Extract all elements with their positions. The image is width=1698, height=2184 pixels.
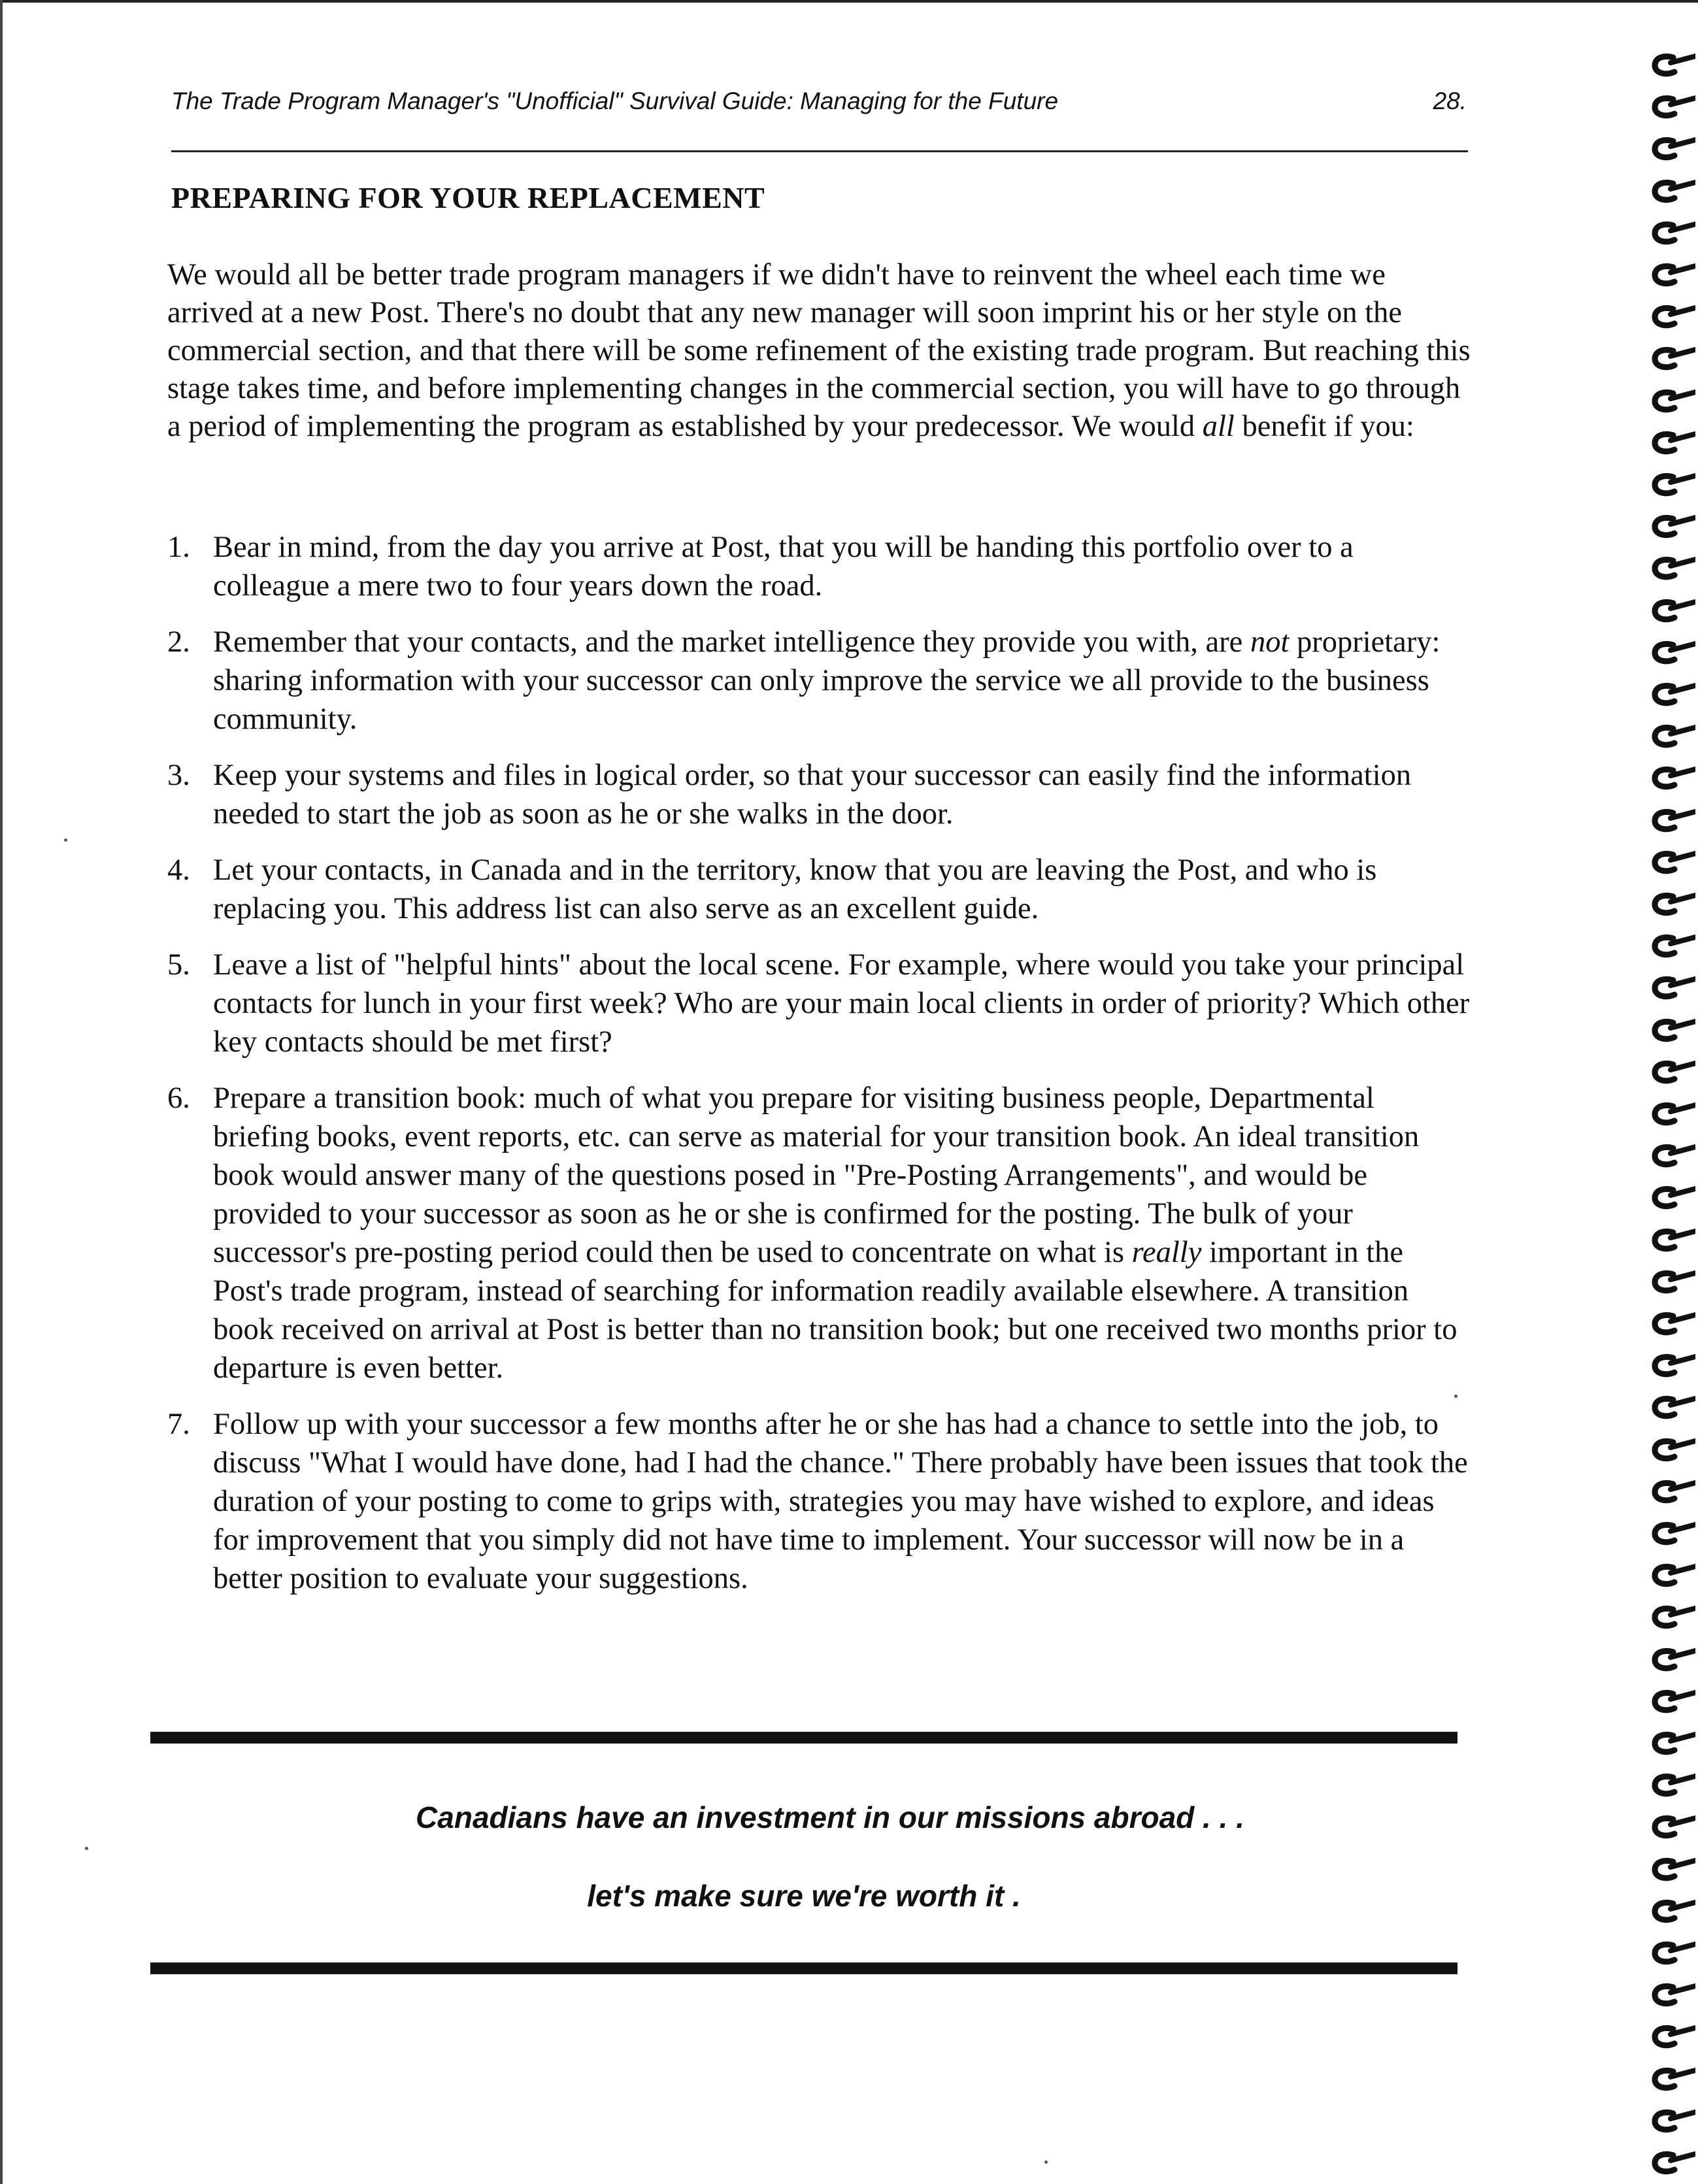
list-item bbox=[167, 528, 1474, 605]
list-item bbox=[167, 851, 1474, 928]
binding-ring-icon bbox=[1651, 933, 1695, 961]
binding-ring-icon bbox=[1651, 2024, 1695, 2051]
intro-emphasis: all bbox=[1202, 410, 1235, 443]
binding-ring-icon bbox=[1651, 1857, 1695, 1884]
binding-ring-icon bbox=[1651, 2108, 1695, 2136]
binding-ring-icon bbox=[1651, 1059, 1695, 1087]
item-number: 7. bbox=[167, 1408, 190, 1441]
page-edge-left bbox=[0, 0, 7, 2184]
intro-text-end: benefit if you: bbox=[1234, 410, 1414, 443]
motto-line-1: Canadians have an investment in our missions abroad . . . bbox=[416, 1800, 1244, 1834]
scan-speck bbox=[85, 1847, 88, 1850]
binding-ring-icon bbox=[1651, 178, 1695, 206]
binding-ring-icon bbox=[1651, 765, 1695, 793]
binding-ring-icon bbox=[1651, 1185, 1695, 1212]
binding-ring-icon bbox=[1651, 1353, 1695, 1380]
binding-ring-icon bbox=[1651, 850, 1695, 877]
item-text-end: proprietary: sharing information with your successor can only improve the service we all provide to the business community. bbox=[213, 625, 1440, 736]
binding-ring-icon bbox=[1651, 1143, 1695, 1170]
item-text: Leave a list of "helpful hints" about the local scene. For example, where would you take your principal contacts for lunch in your first week? Who are your main local clients in order of priority? Which other key contacts should be met first? bbox=[213, 948, 1470, 1059]
binding-ring-icon bbox=[1651, 136, 1695, 163]
item-text-start: Remember that your contacts, and the market intelligence they provide you with, are bbox=[213, 625, 1250, 659]
motto-line-2: let's make sure we're worth it . bbox=[587, 1879, 1021, 1913]
list-item bbox=[167, 946, 1474, 1061]
page-edge-top bbox=[3, 0, 1698, 9]
binding-ring-icon bbox=[1651, 808, 1695, 835]
binding-ring-icon bbox=[1651, 1227, 1695, 1255]
binding-ring-icon bbox=[1651, 723, 1695, 751]
intro-paragraph bbox=[167, 256, 1472, 446]
binding-ring-icon bbox=[1651, 1647, 1695, 1674]
binding-ring-icon bbox=[1651, 1604, 1695, 1632]
binding-ring-icon bbox=[1651, 472, 1695, 499]
binding-ring-icon bbox=[1651, 1772, 1695, 1800]
recommendation-list bbox=[167, 528, 1474, 1615]
binding-ring-icon bbox=[1651, 1311, 1695, 1338]
binding-ring-icon bbox=[1651, 1898, 1695, 1926]
binding-ring-icon bbox=[1651, 1940, 1695, 1968]
binding-ring-icon bbox=[1651, 1395, 1695, 1422]
running-header bbox=[171, 84, 1467, 123]
item-text: Let your contacts, in Canada and in the territory, know that you are leaving the Post, and who is replacing you. This address list can also serve as an excellent guide. bbox=[213, 853, 1377, 925]
scan-speck bbox=[1454, 1395, 1457, 1398]
binding-ring-icon bbox=[1651, 1563, 1695, 1590]
binding-ring-icon bbox=[1651, 430, 1695, 457]
item-emphasis: really bbox=[1131, 1236, 1202, 1269]
binding-ring-icon bbox=[1651, 1521, 1695, 1548]
binding-ring-icon bbox=[1651, 682, 1695, 709]
binding-ring-icon bbox=[1651, 1101, 1695, 1129]
list-item bbox=[167, 1405, 1474, 1598]
binding-ring-icon bbox=[1651, 262, 1695, 290]
binding-ring-icon bbox=[1651, 388, 1695, 416]
binding-ring-icon bbox=[1651, 1730, 1695, 1758]
item-text-start: Prepare a transition book: much of what you prepare for visiting business people, Departmental briefing books, event reports, etc. can serve as material for your transition book. An ideal transition book would answer many of the questions posed in "Pre-Posting Arrangements", and would be provided to your successor as soon as he or she is confirmed for the posting. The bulk of your successor's pre-posting period could then be used to concentrate on what is bbox=[213, 1082, 1420, 1269]
header-rule bbox=[171, 150, 1468, 152]
item-text: Follow up with your successor a few months after he or she has had a chance to settle into the job, to discuss "What I would have done, had I had the chance." There probably have been issues that took the duration of your posting to come to grips with, strategies you may have wished to explore, and ideas for improvement that you simply did not have time to implement. Your successor will now be in a better position to evaluate your suggestions. bbox=[213, 1408, 1468, 1595]
item-number: 4. bbox=[167, 853, 190, 887]
binding-ring-icon bbox=[1651, 598, 1695, 625]
section-heading: PREPARING FOR YOUR REPLACEMENT bbox=[171, 181, 765, 214]
binding-ring-icon bbox=[1651, 1437, 1695, 1464]
binding-ring-icon bbox=[1651, 1018, 1695, 1045]
binding-ring-icon bbox=[1651, 891, 1695, 919]
scan-speck bbox=[1044, 2160, 1048, 2164]
header-title: The Trade Program Manager's "Unofficial" Survival Guide: Managing for the Future bbox=[171, 88, 1059, 114]
spiral-binding bbox=[1639, 52, 1698, 2184]
binding-ring-icon bbox=[1651, 52, 1695, 80]
binding-ring-icon bbox=[1651, 304, 1695, 331]
binding-ring-icon bbox=[1651, 514, 1695, 541]
binding-ring-icon bbox=[1651, 975, 1695, 1002]
motto-rule-top bbox=[150, 1732, 1457, 1744]
binding-ring-icon bbox=[1651, 1982, 1695, 2010]
binding-ring-icon bbox=[1651, 94, 1695, 122]
binding-ring-icon bbox=[1651, 1689, 1695, 1716]
item-text-end: important in the Post's trade program, instead of searching for information readily available elsewhere. A transition book received on arrival at Post is better than no transition book; but one received two months prior to departure is even better. bbox=[213, 1236, 1457, 1385]
binding-ring-icon bbox=[1651, 640, 1695, 667]
list-item bbox=[167, 1079, 1474, 1387]
binding-ring-icon bbox=[1651, 2066, 1695, 2094]
item-emphasis: not bbox=[1250, 625, 1290, 659]
item-text: Keep your systems and files in logical order, so that your successor can easily find the information needed to start the job as soon as he or she walks in the door. bbox=[213, 759, 1412, 831]
item-number: 3. bbox=[167, 759, 190, 792]
item-number: 6. bbox=[167, 1082, 190, 1115]
item-number: 2. bbox=[167, 625, 190, 659]
binding-ring-icon bbox=[1651, 1479, 1695, 1506]
binding-ring-icon bbox=[1651, 1269, 1695, 1297]
motto-rule-bottom bbox=[150, 1962, 1457, 1974]
binding-ring-icon bbox=[1651, 1814, 1695, 1842]
list-item bbox=[167, 623, 1474, 738]
scan-speck bbox=[64, 838, 67, 842]
item-number: 1. bbox=[167, 531, 190, 564]
intro-text-start: We would all be better trade program managers if we didn't have to reinvent the wheel each time we arrived at a new Post. There's no doubt that any new manager will soon imprint his or her style on the commercial section, and that there will be some refinement of the existing trade program. But reaching this stage takes time, and before implementing changes in the commercial section, you will have to go through a period of implementing the program as established by your predecessor. We would bbox=[167, 258, 1471, 443]
item-text: Bear in mind, from the day you arrive at Post, that you will be handing this portfolio over to a colleague a mere two to four years down the road. bbox=[213, 531, 1354, 603]
list-item bbox=[167, 756, 1474, 833]
item-number: 5. bbox=[167, 948, 190, 982]
page-number: 28. bbox=[1433, 88, 1467, 114]
binding-ring-icon bbox=[1651, 555, 1695, 583]
binding-ring-icon bbox=[1651, 220, 1695, 248]
binding-ring-icon bbox=[1651, 2150, 1695, 2177]
binding-ring-icon bbox=[1651, 346, 1695, 373]
